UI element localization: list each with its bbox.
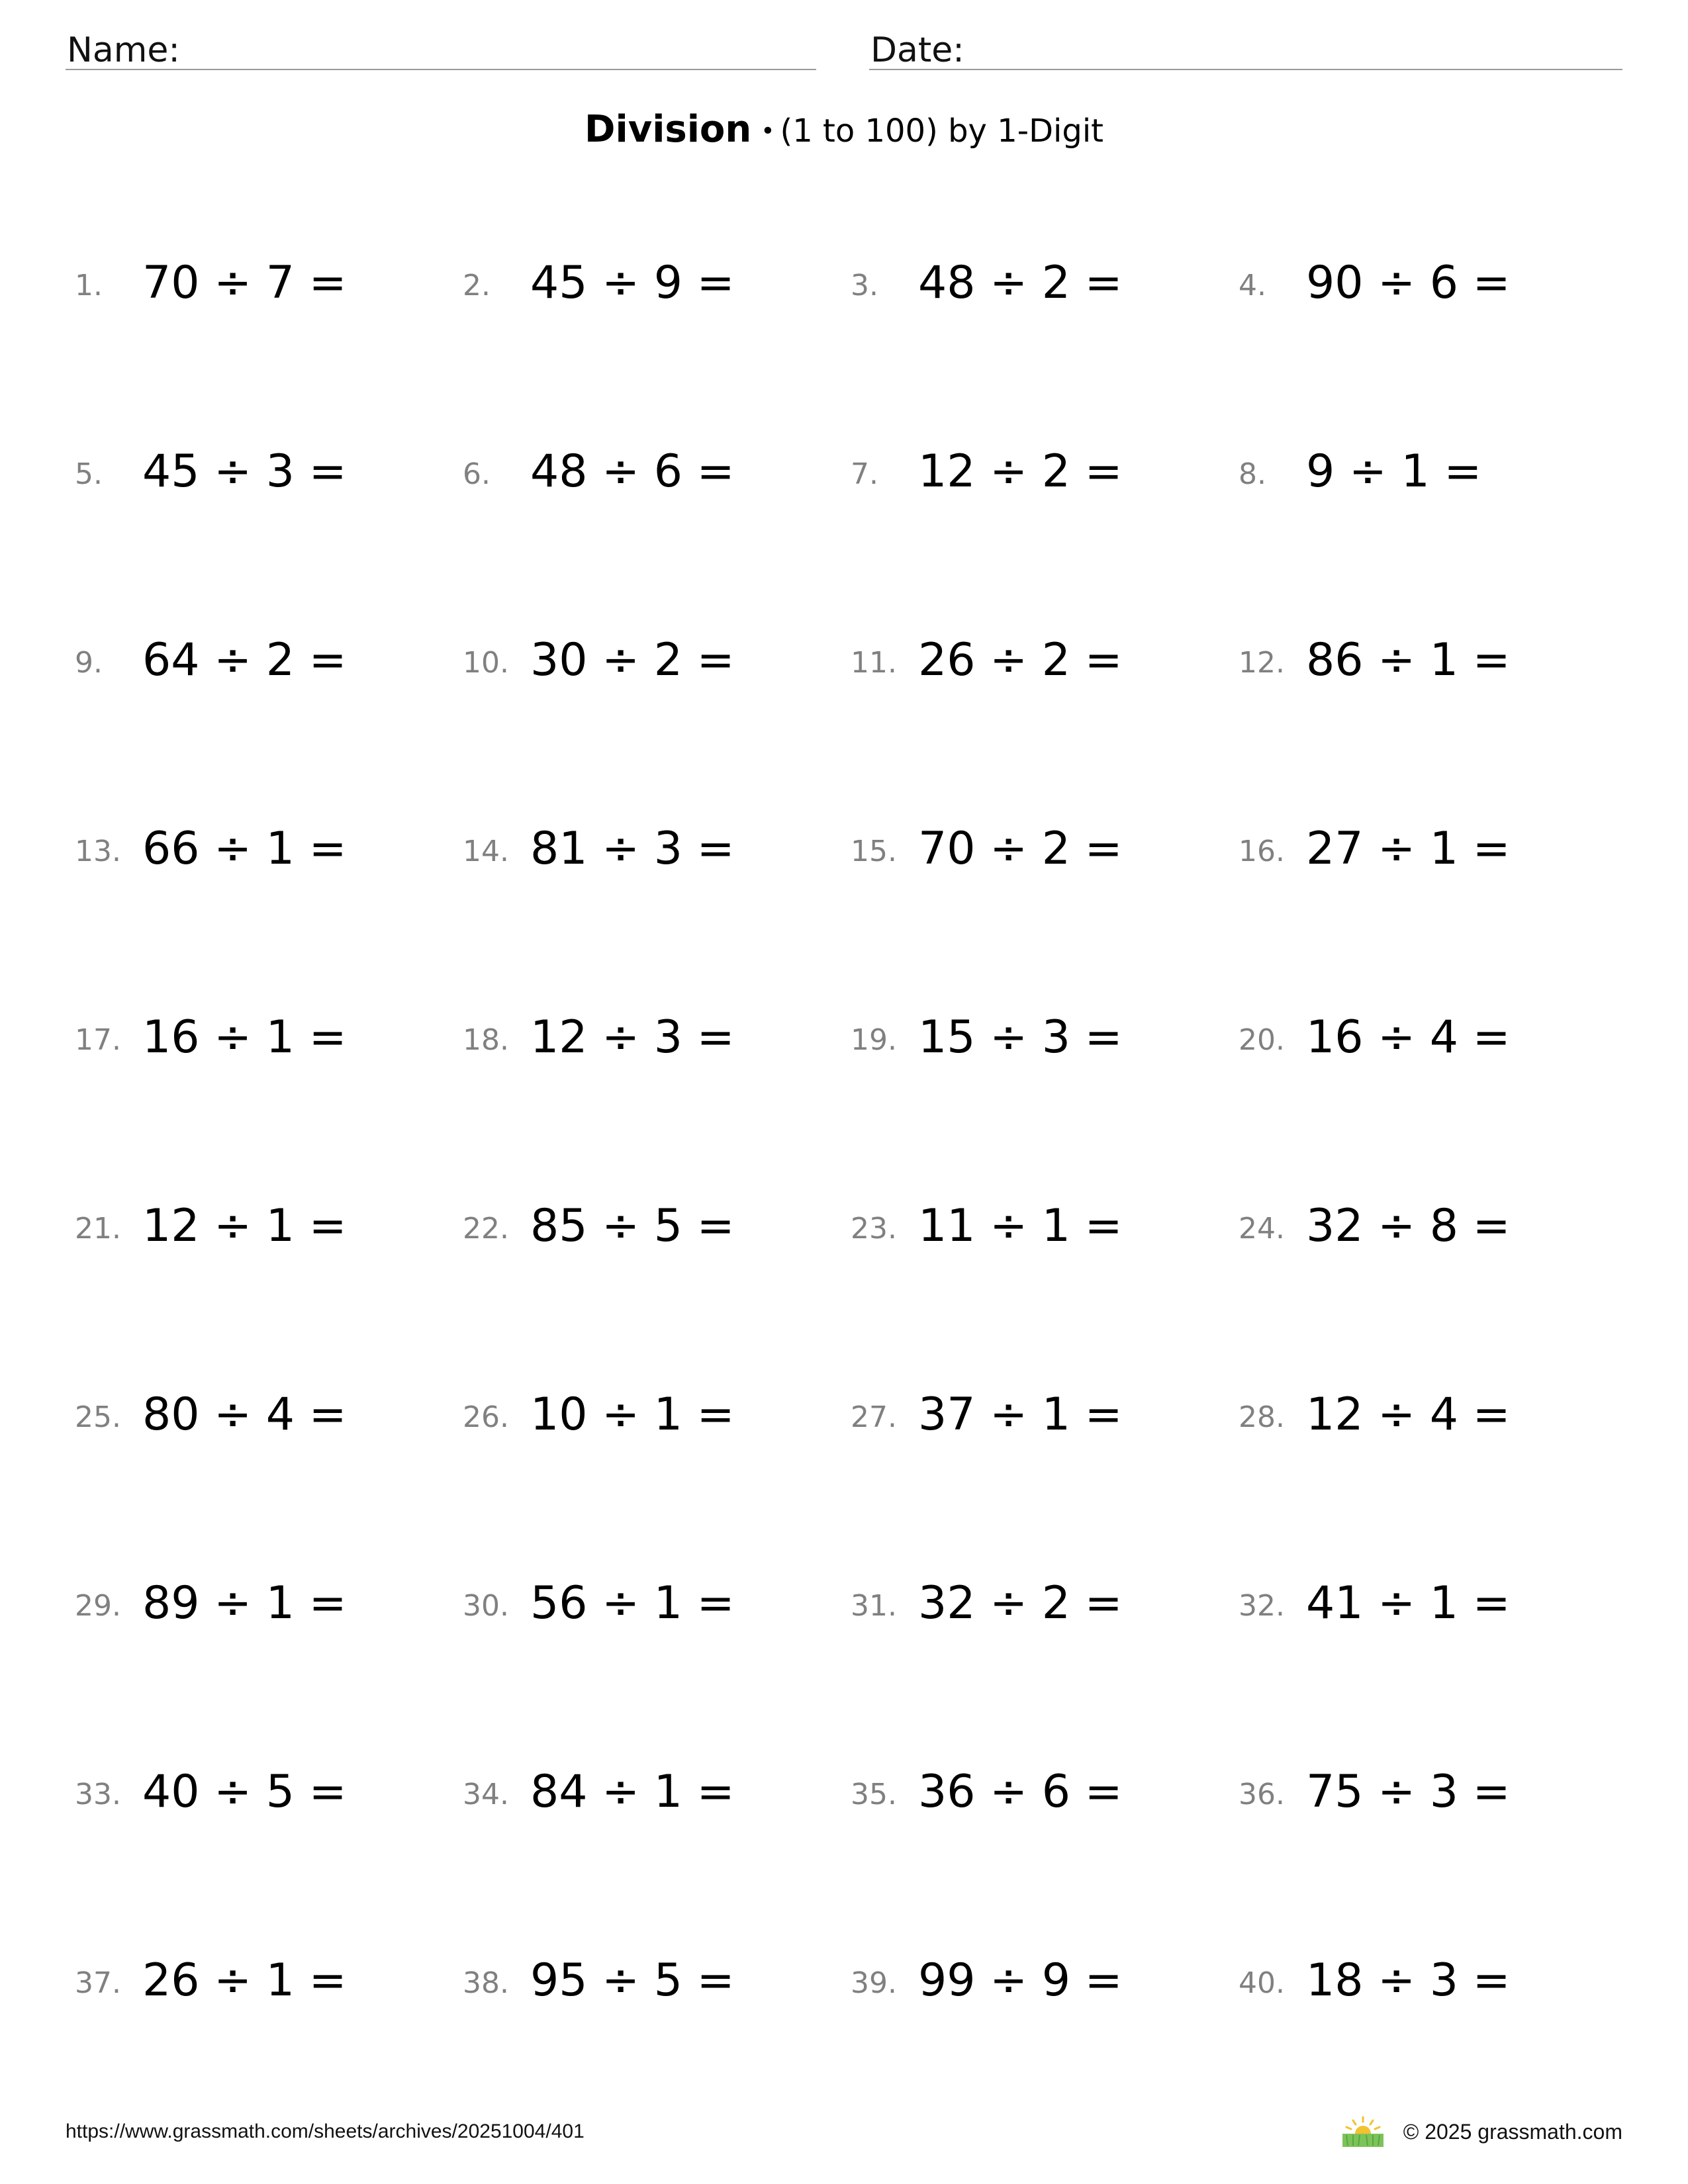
- problem-number: 23.: [851, 1212, 897, 1246]
- problem-expression: 80 ÷ 4 =: [142, 1388, 347, 1441]
- problem-expression: 70 ÷ 2 =: [918, 823, 1123, 875]
- problem-number: 8.: [1239, 457, 1266, 491]
- problem-expression: 56 ÷ 1 =: [530, 1577, 735, 1629]
- problem-number: 25.: [75, 1400, 121, 1434]
- problem-number: 14.: [463, 835, 509, 868]
- problem-expression: 64 ÷ 2 =: [142, 634, 347, 686]
- title-bullet: •: [761, 118, 775, 145]
- problem-expression: 12 ÷ 1 =: [142, 1200, 347, 1252]
- problem-expression: 48 ÷ 2 =: [918, 257, 1123, 309]
- problem-expression: 12 ÷ 2 =: [918, 445, 1123, 498]
- problem-number: 16.: [1239, 835, 1285, 868]
- problem-number: 39.: [851, 1966, 897, 2000]
- date-label: Date:: [870, 30, 964, 70]
- problem-expression: 89 ÷ 1 =: [142, 1577, 347, 1629]
- problem-expression: 32 ÷ 2 =: [918, 1577, 1123, 1629]
- footer-url[interactable]: https://www.grassmath.com/sheets/archives/20251004/401: [66, 2120, 585, 2142]
- problem-expression: 81 ÷ 3 =: [530, 823, 735, 875]
- worksheet-title: [0, 103, 1688, 161]
- problem-number: 26.: [463, 1400, 509, 1434]
- problem-number: 21.: [75, 1212, 121, 1246]
- problem-expression: 16 ÷ 1 =: [142, 1011, 347, 1064]
- problem-expression: 41 ÷ 1 =: [1306, 1577, 1511, 1629]
- problem-expression: 10 ÷ 1 =: [530, 1388, 735, 1441]
- problem-number: 40.: [1239, 1966, 1285, 2000]
- problem-number: 30.: [463, 1589, 509, 1623]
- problem-expression: 9 ÷ 1 =: [1306, 445, 1482, 498]
- problem-expression: 11 ÷ 1 =: [918, 1200, 1123, 1252]
- problem-expression: 26 ÷ 1 =: [142, 1954, 347, 2007]
- problem-number: 24.: [1239, 1212, 1285, 1246]
- name-field[interactable]: [66, 25, 816, 70]
- problem-expression: 16 ÷ 4 =: [1306, 1011, 1511, 1064]
- footer-brand: [1340, 2115, 1622, 2148]
- problem-number: 6.: [463, 457, 491, 491]
- problem-number: 9.: [75, 646, 103, 680]
- problem-expression: 32 ÷ 8 =: [1306, 1200, 1511, 1252]
- problem-expression: 12 ÷ 3 =: [530, 1011, 735, 1064]
- problem-expression: 26 ÷ 2 =: [918, 634, 1123, 686]
- problem-expression: 30 ÷ 2 =: [530, 634, 735, 686]
- problem-number: 32.: [1239, 1589, 1285, 1623]
- problem-number: 15.: [851, 835, 897, 868]
- problem-number: 22.: [463, 1212, 509, 1246]
- problem-number: 38.: [463, 1966, 509, 2000]
- problem-expression: 95 ÷ 5 =: [530, 1954, 735, 2007]
- problem-number: 36.: [1239, 1778, 1285, 1811]
- problem-expression: 36 ÷ 6 =: [918, 1766, 1123, 1818]
- problem-expression: 45 ÷ 3 =: [142, 445, 347, 498]
- problem-number: 1.: [75, 269, 103, 302]
- problem-number: 4.: [1239, 269, 1266, 302]
- problem-number: 11.: [851, 646, 897, 680]
- problem-number: 27.: [851, 1400, 897, 1434]
- problem-number: 19.: [851, 1023, 897, 1057]
- problem-expression: 15 ÷ 3 =: [918, 1011, 1123, 1064]
- problem-number: 20.: [1239, 1023, 1285, 1057]
- problem-expression: 12 ÷ 4 =: [1306, 1388, 1511, 1441]
- problem-expression: 48 ÷ 6 =: [530, 445, 735, 498]
- problem-expression: 66 ÷ 1 =: [142, 823, 347, 875]
- problem-number: 35.: [851, 1778, 897, 1811]
- problem-number: 10.: [463, 646, 509, 680]
- problem-number: 37.: [75, 1966, 121, 2000]
- problem-number: 7.: [851, 457, 878, 491]
- problem-expression: 40 ÷ 5 =: [142, 1766, 347, 1818]
- title-main: Division: [585, 108, 752, 151]
- problem-number: 13.: [75, 835, 121, 868]
- problem-expression: 27 ÷ 1 =: [1306, 823, 1511, 875]
- grass-sun-logo-icon: [1340, 2115, 1386, 2148]
- problem-number: 12.: [1239, 646, 1285, 680]
- problem-expression: 85 ÷ 5 =: [530, 1200, 735, 1252]
- problem-number: 34.: [463, 1778, 509, 1811]
- title-subtitle: (1 to 100) by 1-Digit: [780, 113, 1103, 150]
- name-label: Name:: [67, 30, 180, 70]
- date-field[interactable]: [869, 25, 1622, 70]
- problem-number: 2.: [463, 269, 491, 302]
- problem-number: 28.: [1239, 1400, 1285, 1434]
- problem-expression: 86 ÷ 1 =: [1306, 634, 1511, 686]
- problem-expression: 18 ÷ 3 =: [1306, 1954, 1511, 2007]
- problem-expression: 90 ÷ 6 =: [1306, 257, 1511, 309]
- copyright-text: © 2025 grassmath.com: [1403, 2120, 1622, 2144]
- problem-expression: 75 ÷ 3 =: [1306, 1766, 1511, 1818]
- problem-number: 33.: [75, 1778, 121, 1811]
- problem-number: 31.: [851, 1589, 897, 1623]
- problem-number: 18.: [463, 1023, 509, 1057]
- problem-expression: 99 ÷ 9 =: [918, 1954, 1123, 2007]
- problem-expression: 37 ÷ 1 =: [918, 1388, 1123, 1441]
- problem-number: 5.: [75, 457, 103, 491]
- problem-number: 17.: [75, 1023, 121, 1057]
- problem-number: 29.: [75, 1589, 121, 1623]
- problem-expression: 70 ÷ 7 =: [142, 257, 347, 309]
- problem-expression: 45 ÷ 9 =: [530, 257, 735, 309]
- problem-expression: 84 ÷ 1 =: [530, 1766, 735, 1818]
- problem-number: 3.: [851, 269, 878, 302]
